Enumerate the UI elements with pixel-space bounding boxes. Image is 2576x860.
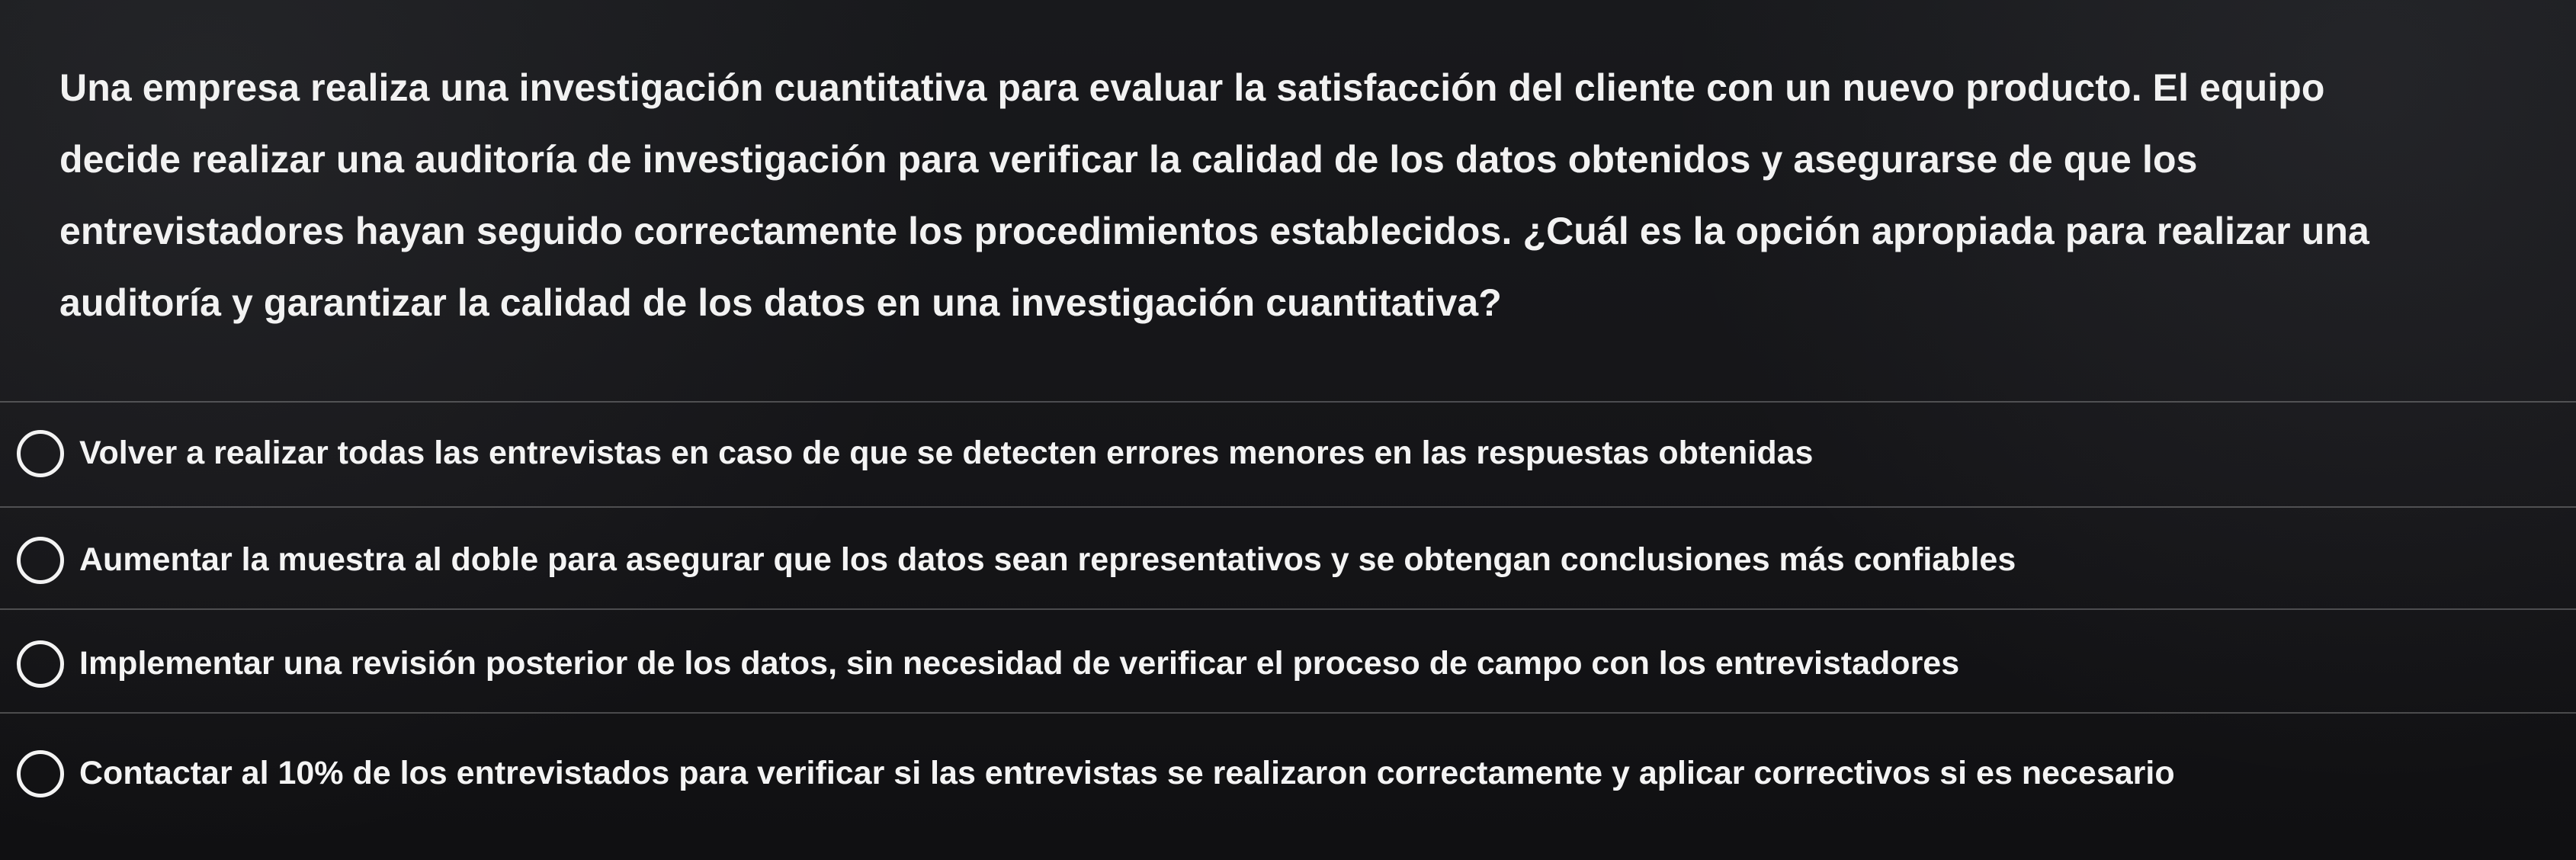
answer-option-4[interactable]: [17, 740, 2548, 808]
radio-button-unselected[interactable]: [17, 537, 64, 584]
option-divider: [0, 506, 2576, 508]
answer-option-label: Volver a realizar todas las entrevistas en caso de que se detecten errores menores en las respuestas obtenidas: [79, 435, 1814, 472]
answer-option-label: Implementar una revisión posterior de los datos, sin necesidad de verificar el proceso de campo con los entrevistadores: [79, 645, 1960, 682]
answer-option-label: Contactar al 10% de los entrevistados para verificar si las entrevistas se realizaron correctamente y aplicar correctivos si es necesario: [79, 755, 2175, 792]
option-divider: [0, 401, 2576, 403]
option-divider: [0, 712, 2576, 714]
question-text: Una empresa realiza una investigación cuantitativa para evaluar la satisfacción del cliente con un nuevo producto. El equipo decide realizar una auditoría de investigación para verificar la calidad de los datos obtenidos y asegurarse de que los entrevistadores hayan seguido correctamente los procedimientos establecidos. ¿Cuál es la opción apropiada para realizar una auditoría y garantizar la calidad de los datos en una investigación cuantitativa?: [59, 66, 2369, 324]
answer-option-2[interactable]: [17, 526, 2548, 595]
radio-button-unselected[interactable]: [17, 750, 64, 797]
answer-option-label: Aumentar la muestra al doble para asegurar que los datos sean representativos y se obtengan conclusiones más confiables: [79, 541, 2016, 579]
option-divider: [0, 608, 2576, 610]
radio-button-unselected[interactable]: [17, 640, 64, 688]
answer-option-1[interactable]: [17, 419, 2548, 488]
radio-button-unselected[interactable]: [17, 430, 64, 477]
answer-option-3[interactable]: [17, 630, 2548, 698]
